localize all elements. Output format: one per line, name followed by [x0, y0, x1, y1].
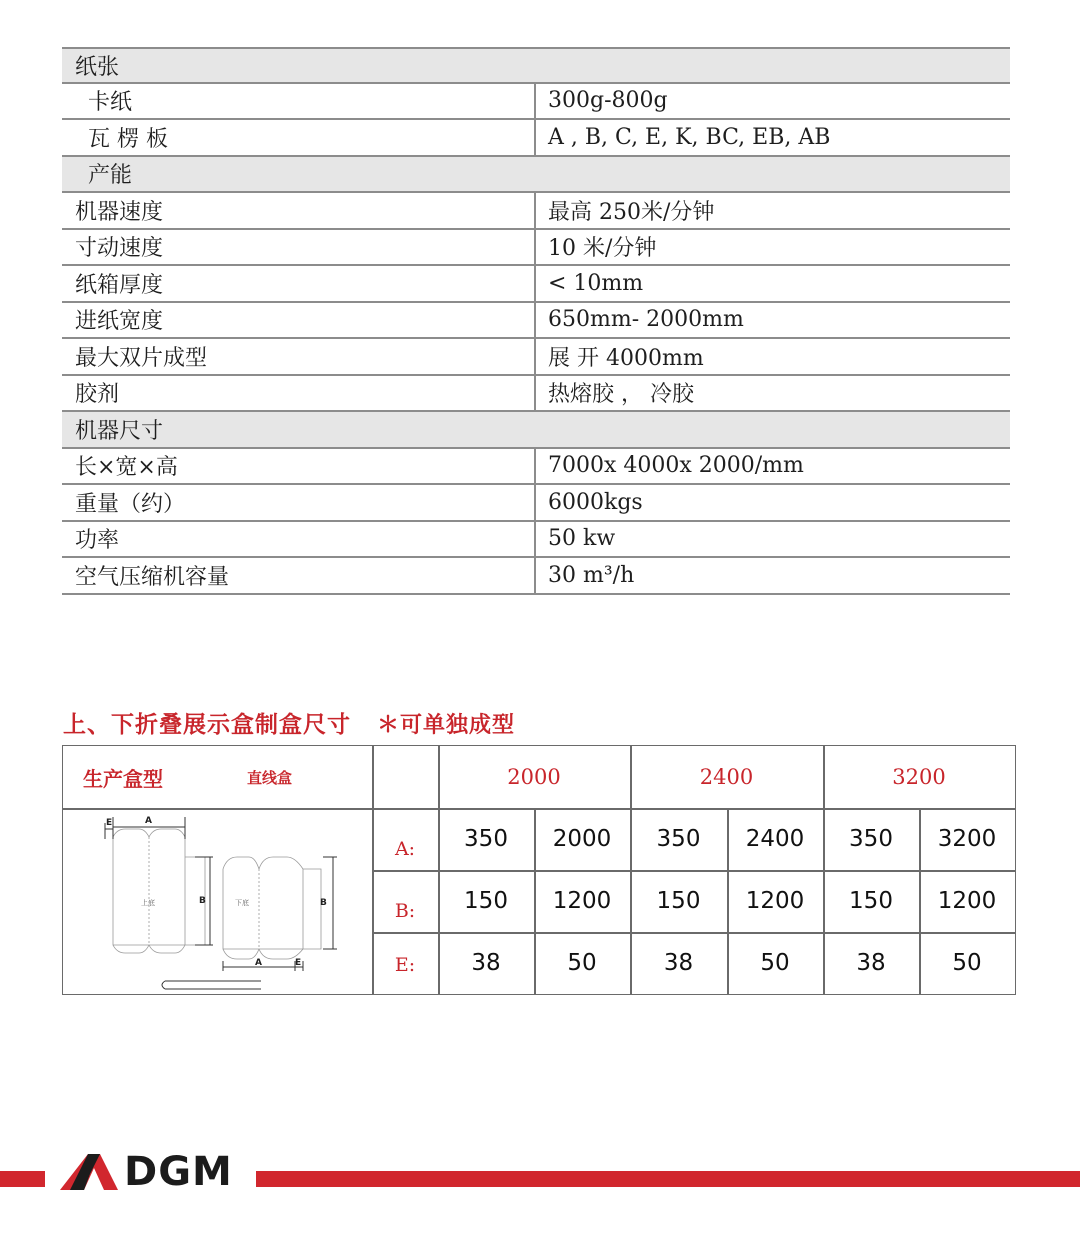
- dim-label-e: E: [106, 818, 113, 828]
- spec-row: [62, 266, 1010, 303]
- box-section-title: [63, 706, 515, 739]
- box-type-header: 生产盒型: [83, 766, 163, 791]
- value-cell: 1200: [745, 888, 805, 914]
- spec-value: < 10mm: [548, 270, 644, 296]
- spec-value: 最高 250米/分钟: [548, 199, 715, 225]
- spec-row: [62, 84, 1010, 121]
- spec-label: 卡纸: [62, 84, 536, 119]
- spec-value: 展 开 4000mm: [548, 345, 704, 371]
- spec-label: 寸动速度: [62, 230, 536, 265]
- value-cell: 150: [464, 888, 508, 914]
- spec-label: 瓦 楞 板: [62, 120, 536, 155]
- panel-label-lower: 下底: [235, 899, 249, 907]
- spec-value: 热熔胶 ， 冷胶: [548, 382, 694, 408]
- value-cell: 38: [663, 950, 694, 976]
- width-header: 2000: [507, 765, 561, 789]
- spec-label: 长×宽×高: [62, 449, 536, 484]
- spec-value: 10 米/分钟: [548, 236, 657, 262]
- dgm-logo-text: DGM: [124, 1149, 233, 1195]
- spec-section-row: [62, 157, 1010, 194]
- footer-bar-left: [0, 1171, 45, 1187]
- value-cell: 350: [656, 826, 701, 852]
- spec-label: 胶剂: [62, 376, 536, 411]
- spec-row: [62, 376, 1010, 413]
- value-cell: 150: [656, 888, 701, 914]
- box-size-table: [62, 745, 1016, 995]
- dgm-logo-mark-icon: [60, 1154, 120, 1190]
- value-cell: 50: [760, 950, 790, 976]
- value-cell: 38: [471, 950, 501, 976]
- spec-row: [62, 303, 1010, 340]
- spec-section-label: 机器尺寸: [75, 418, 164, 444]
- spec-row: [62, 193, 1010, 230]
- dim-label-b: B: [320, 898, 327, 908]
- value-cell: 3200: [937, 826, 997, 852]
- value-cell: 2000: [552, 826, 612, 852]
- spec-label: 机器速度: [62, 193, 536, 228]
- spec-value: 300g-800g: [548, 88, 668, 114]
- value-cell: 150: [849, 888, 893, 914]
- value-cell: 350: [464, 826, 508, 852]
- spec-row: [62, 522, 1010, 559]
- spec-value: 7000x 4000x 2000/mm: [548, 453, 804, 479]
- spec-value: A , B, C, E, K, BC, EB, AB: [548, 124, 831, 150]
- spec-label: 空气压缩机容量: [62, 558, 536, 593]
- row-label-b: B:: [394, 900, 416, 922]
- spec-value: 30 m³/h: [548, 562, 635, 588]
- width-header: 2400: [699, 765, 754, 789]
- value-cell: 1200: [552, 888, 612, 914]
- footer-bar-right: [256, 1171, 1080, 1187]
- spec-label: 重量（约）: [62, 485, 536, 520]
- value-cell: 50: [952, 950, 982, 976]
- spec-section-row: [62, 412, 1010, 449]
- panel-label-upper: 上底: [141, 899, 155, 907]
- width-header: 3200: [892, 765, 946, 789]
- spec-row: [62, 485, 1010, 522]
- spec-label: 纸箱厚度: [62, 266, 536, 301]
- dim-label-a: A: [145, 816, 152, 826]
- spec-table: [62, 47, 1010, 595]
- value-cell: 50: [567, 950, 597, 976]
- spec-section-row: [62, 47, 1010, 84]
- row-label-e: E:: [394, 954, 416, 976]
- value-cell: 1200: [937, 888, 997, 914]
- value-cell: 2400: [745, 826, 805, 852]
- spec-row: [62, 120, 1010, 157]
- spec-label: 最大双片成型: [62, 339, 536, 374]
- spec-row: [62, 339, 1010, 376]
- dim-label-a: A: [255, 958, 262, 968]
- spec-value: 650mm- 2000mm: [548, 307, 744, 333]
- value-cell: 38: [856, 950, 886, 976]
- box-diagram: [65, 809, 365, 995]
- spec-row: [62, 558, 1010, 595]
- value-cell: 350: [849, 826, 893, 852]
- box-type-value: 直线盒: [247, 768, 293, 787]
- spec-label: 功率: [62, 522, 536, 557]
- spec-value: 6000kgs: [548, 489, 643, 515]
- box-section-heading: 上、下折叠展示盒制盒尺寸: [63, 712, 351, 738]
- row-label-a: A:: [394, 838, 416, 860]
- dim-label-e: E: [295, 958, 302, 968]
- dim-label-b: B: [199, 896, 206, 906]
- spec-row: [62, 449, 1010, 486]
- spec-section-label: 产能: [88, 163, 133, 189]
- box-section-note: ＊可单独成型: [377, 713, 516, 738]
- dgm-logo: [60, 1149, 233, 1195]
- spec-row: [62, 230, 1010, 267]
- spec-label: 进纸宽度: [62, 303, 536, 338]
- spec-section-label: 纸张: [75, 54, 120, 80]
- spec-value: 50 kw: [548, 526, 616, 552]
